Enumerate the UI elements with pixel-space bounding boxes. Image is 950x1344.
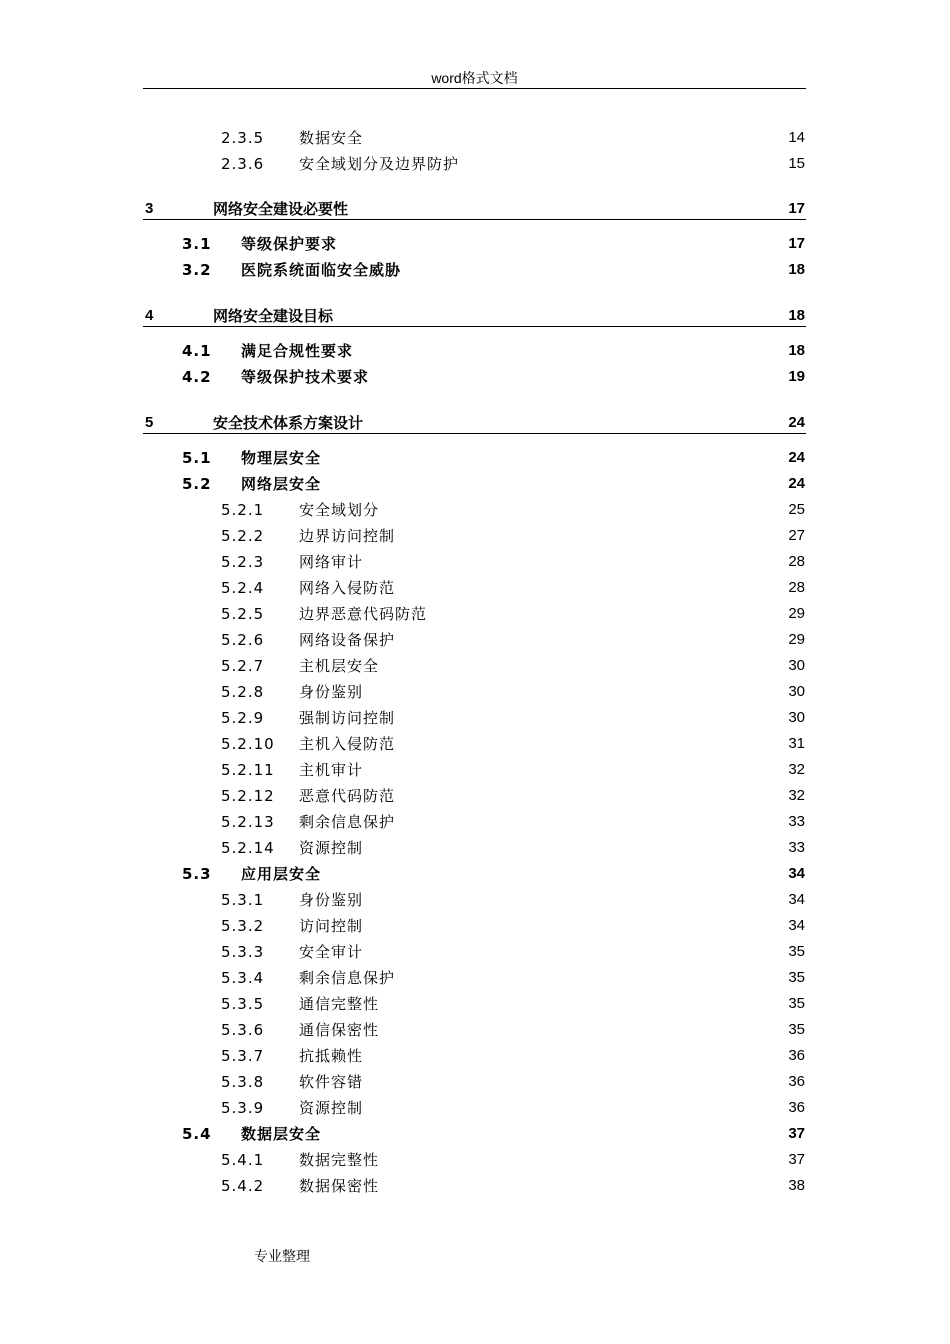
toc-entry-number: 4 (145, 307, 154, 324)
toc-entry-title: 身份鉴别 (299, 683, 364, 701)
toc-entry-title: 抗抵赖性 (299, 1047, 364, 1065)
toc-entry[interactable] (0, 127, 950, 149)
toc-entry-underline (143, 433, 806, 434)
toc-entry[interactable] (0, 863, 950, 885)
toc-entry[interactable] (0, 499, 950, 521)
toc-entry-page: 24 (788, 475, 805, 492)
toc-entry-number: 5.2.5 (221, 605, 265, 623)
toc-entry[interactable] (0, 1123, 950, 1145)
toc-entry-title: 身份鉴别 (299, 891, 364, 909)
toc-entry-page: 33 (788, 839, 805, 856)
toc-entry-number: 5.2.14 (221, 839, 275, 857)
toc-entry[interactable] (0, 1071, 950, 1093)
toc-entry[interactable] (0, 259, 950, 281)
toc-entry[interactable] (0, 366, 950, 388)
toc-entry-number: 5.2.2 (221, 527, 265, 545)
toc-entry-number: 5.3.1 (221, 891, 265, 909)
toc-entry-number: 5.3.4 (221, 969, 265, 987)
toc-entry-title: 应用层安全 (241, 865, 322, 883)
toc-entry[interactable] (0, 1175, 950, 1197)
toc-entry-title: 边界恶意代码防范 (299, 605, 428, 623)
toc-entry-number: 3 (145, 200, 154, 217)
toc-entry-number: 5.2.7 (221, 657, 265, 675)
toc-entry-page: 35 (788, 943, 805, 960)
toc-entry-title: 剩余信息保护 (299, 969, 396, 987)
toc-entry-number: 5.3 (182, 865, 212, 883)
toc-entry-title: 软件容错 (299, 1073, 364, 1091)
toc-entry-title: 安全技术体系方案设计 (213, 414, 364, 432)
toc-entry[interactable] (0, 525, 950, 547)
toc-entry[interactable] (0, 993, 950, 1015)
toc-entry-page: 17 (788, 235, 805, 252)
toc-entry-title: 物理层安全 (241, 449, 322, 467)
toc-entry-page: 24 (788, 414, 805, 431)
toc-entry[interactable] (0, 1045, 950, 1067)
toc-entry-title: 网络安全建设必要性 (213, 200, 349, 218)
toc-entry-number: 5.4.2 (221, 1177, 265, 1195)
toc-entry[interactable] (0, 941, 950, 963)
toc-entry-number: 5.2.10 (221, 735, 275, 753)
toc-entry-number: 5.2.6 (221, 631, 265, 649)
toc-entry[interactable] (0, 412, 950, 434)
toc-entry[interactable] (0, 655, 950, 677)
toc-entry-page: 31 (788, 735, 805, 752)
toc-entry-title: 等级保护要求 (241, 235, 338, 253)
toc-entry[interactable] (0, 1149, 950, 1171)
toc-entry[interactable] (0, 707, 950, 729)
toc-entry-number: 5.2.13 (221, 813, 275, 831)
toc-entry-number: 5.3.3 (221, 943, 265, 961)
toc-entry-page: 32 (788, 761, 805, 778)
toc-entry-underline (143, 219, 806, 220)
toc-entry[interactable] (0, 603, 950, 625)
toc-entry-number: 5.3.9 (221, 1099, 265, 1117)
toc-entry-title: 数据安全 (299, 129, 364, 147)
toc-entry-page: 32 (788, 787, 805, 804)
toc-entry-title: 强制访问控制 (299, 709, 396, 727)
toc-entry[interactable] (0, 340, 950, 362)
toc-entry-title: 主机层安全 (299, 657, 380, 675)
toc-entry-number: 3.1 (182, 235, 212, 253)
toc-entry-page: 35 (788, 995, 805, 1012)
toc-entry-page: 17 (788, 200, 805, 217)
toc-entry-number: 5.3.6 (221, 1021, 265, 1039)
toc-entry-page: 37 (788, 1151, 805, 1168)
toc-entry-title: 医院系统面临安全威胁 (241, 261, 402, 279)
toc-entry-title: 数据层安全 (241, 1125, 322, 1143)
toc-entry-title: 资源控制 (299, 839, 364, 857)
toc-entry-title: 剩余信息保护 (299, 813, 396, 831)
toc-entry-title: 满足合规性要求 (241, 342, 354, 360)
toc-entry-page: 29 (788, 631, 805, 648)
toc-entry-title: 通信保密性 (299, 1021, 380, 1039)
toc-entry-number: 5.4 (182, 1125, 212, 1143)
toc-entry-title: 数据保密性 (299, 1177, 380, 1195)
toc-entry-page: 36 (788, 1073, 805, 1090)
toc-entry-number: 4.1 (182, 342, 212, 360)
toc-entry-title: 主机入侵防范 (299, 735, 396, 753)
toc-entry[interactable] (0, 1097, 950, 1119)
toc-entry-title: 网络审计 (299, 553, 364, 571)
toc-entry-page: 35 (788, 1021, 805, 1038)
toc-entry-number: 5.2.11 (221, 761, 275, 779)
toc-entry-number: 5.2 (182, 475, 212, 493)
toc-entry-number: 5.2.9 (221, 709, 265, 727)
toc-entry-page: 30 (788, 709, 805, 726)
toc-entry-title: 主机审计 (299, 761, 364, 779)
toc-entry-page: 34 (788, 917, 805, 934)
toc-entry[interactable] (0, 681, 950, 703)
toc-entry-page: 28 (788, 553, 805, 570)
toc-entry[interactable] (0, 629, 950, 651)
toc-entry-number: 5.3.2 (221, 917, 265, 935)
toc-entry-title: 等级保护技术要求 (241, 368, 370, 386)
toc-entry-page: 38 (788, 1177, 805, 1194)
toc-entry-title: 安全审计 (299, 943, 364, 961)
toc-entry[interactable] (0, 1019, 950, 1041)
toc-entry-title: 访问控制 (299, 917, 364, 935)
toc-entry-number: 5 (145, 414, 154, 431)
toc-entry-page: 18 (788, 261, 805, 278)
toc-entry-title: 安全域划分 (299, 501, 380, 519)
toc-entry[interactable] (0, 473, 950, 495)
toc-entry[interactable] (0, 967, 950, 989)
toc-entry-title: 恶意代码防范 (299, 787, 396, 805)
toc-entry-number: 5.3.7 (221, 1047, 265, 1065)
page-header: word格式文档 (431, 70, 518, 86)
toc-entry[interactable] (0, 305, 950, 327)
toc-entry-page: 36 (788, 1047, 805, 1064)
toc-entry[interactable] (0, 198, 950, 220)
toc-entry[interactable] (0, 915, 950, 937)
toc-entry-number: 5.2.3 (221, 553, 265, 571)
toc-entry-page: 29 (788, 605, 805, 622)
toc-entry-page: 14 (788, 129, 805, 146)
toc-entry-page: 27 (788, 527, 805, 544)
toc-entry-number: 5.2.8 (221, 683, 265, 701)
toc-entry-number: 3.2 (182, 261, 212, 279)
toc-entry-number: 5.2.12 (221, 787, 275, 805)
toc-entry-number: 5.1 (182, 449, 212, 467)
toc-entry[interactable] (0, 551, 950, 573)
toc-entry-page: 34 (788, 865, 805, 882)
toc-entry-title: 网络安全建设目标 (213, 307, 334, 325)
toc-entry-title: 资源控制 (299, 1099, 364, 1117)
toc-entry-underline (143, 326, 806, 327)
toc-entry[interactable] (0, 153, 950, 175)
toc-entry-number: 5.4.1 (221, 1151, 265, 1169)
page-footer: 专业整理 (254, 1249, 310, 1265)
toc-entry-number: 2.3.6 (221, 155, 265, 173)
toc-entry-page: 28 (788, 579, 805, 596)
toc-entry-page: 30 (788, 657, 805, 674)
toc-entry[interactable] (0, 233, 950, 255)
toc-entry-title: 网络设备保护 (299, 631, 396, 649)
toc-entry-number: 4.2 (182, 368, 212, 386)
toc-entry[interactable] (0, 733, 950, 755)
toc-entry-page: 35 (788, 969, 805, 986)
toc-entry-title: 边界访问控制 (299, 527, 396, 545)
toc-entry-title: 网络层安全 (241, 475, 322, 493)
toc-entry-number: 5.2.4 (221, 579, 265, 597)
toc-entry[interactable] (0, 889, 950, 911)
toc-entry-number: 2.3.5 (221, 129, 265, 147)
toc-entry-title: 数据完整性 (299, 1151, 380, 1169)
toc-entry-page: 18 (788, 307, 805, 324)
toc-entry[interactable] (0, 811, 950, 833)
toc-entry-page: 18 (788, 342, 805, 359)
toc-entry-title: 通信完整性 (299, 995, 380, 1013)
toc-entry[interactable] (0, 837, 950, 859)
toc-entry-page: 25 (788, 501, 805, 518)
toc-entry-page: 19 (788, 368, 805, 385)
toc-entry-page: 36 (788, 1099, 805, 1116)
toc-entry-page: 33 (788, 813, 805, 830)
toc-entry[interactable] (0, 785, 950, 807)
toc-entry-page: 37 (788, 1125, 805, 1142)
toc-entry-page: 30 (788, 683, 805, 700)
toc-entry[interactable] (0, 447, 950, 469)
toc-entry-page: 24 (788, 449, 805, 466)
toc-entry[interactable] (0, 577, 950, 599)
toc-entry-page: 34 (788, 891, 805, 908)
toc-entry-number: 5.2.1 (221, 501, 265, 519)
toc-entry[interactable] (0, 759, 950, 781)
toc-entry-number: 5.3.8 (221, 1073, 265, 1091)
toc-entry-page: 15 (788, 155, 805, 172)
toc-entry-title: 安全域划分及边界防护 (299, 155, 460, 173)
toc-entry-title: 网络入侵防范 (299, 579, 396, 597)
toc-entry-number: 5.3.5 (221, 995, 265, 1013)
